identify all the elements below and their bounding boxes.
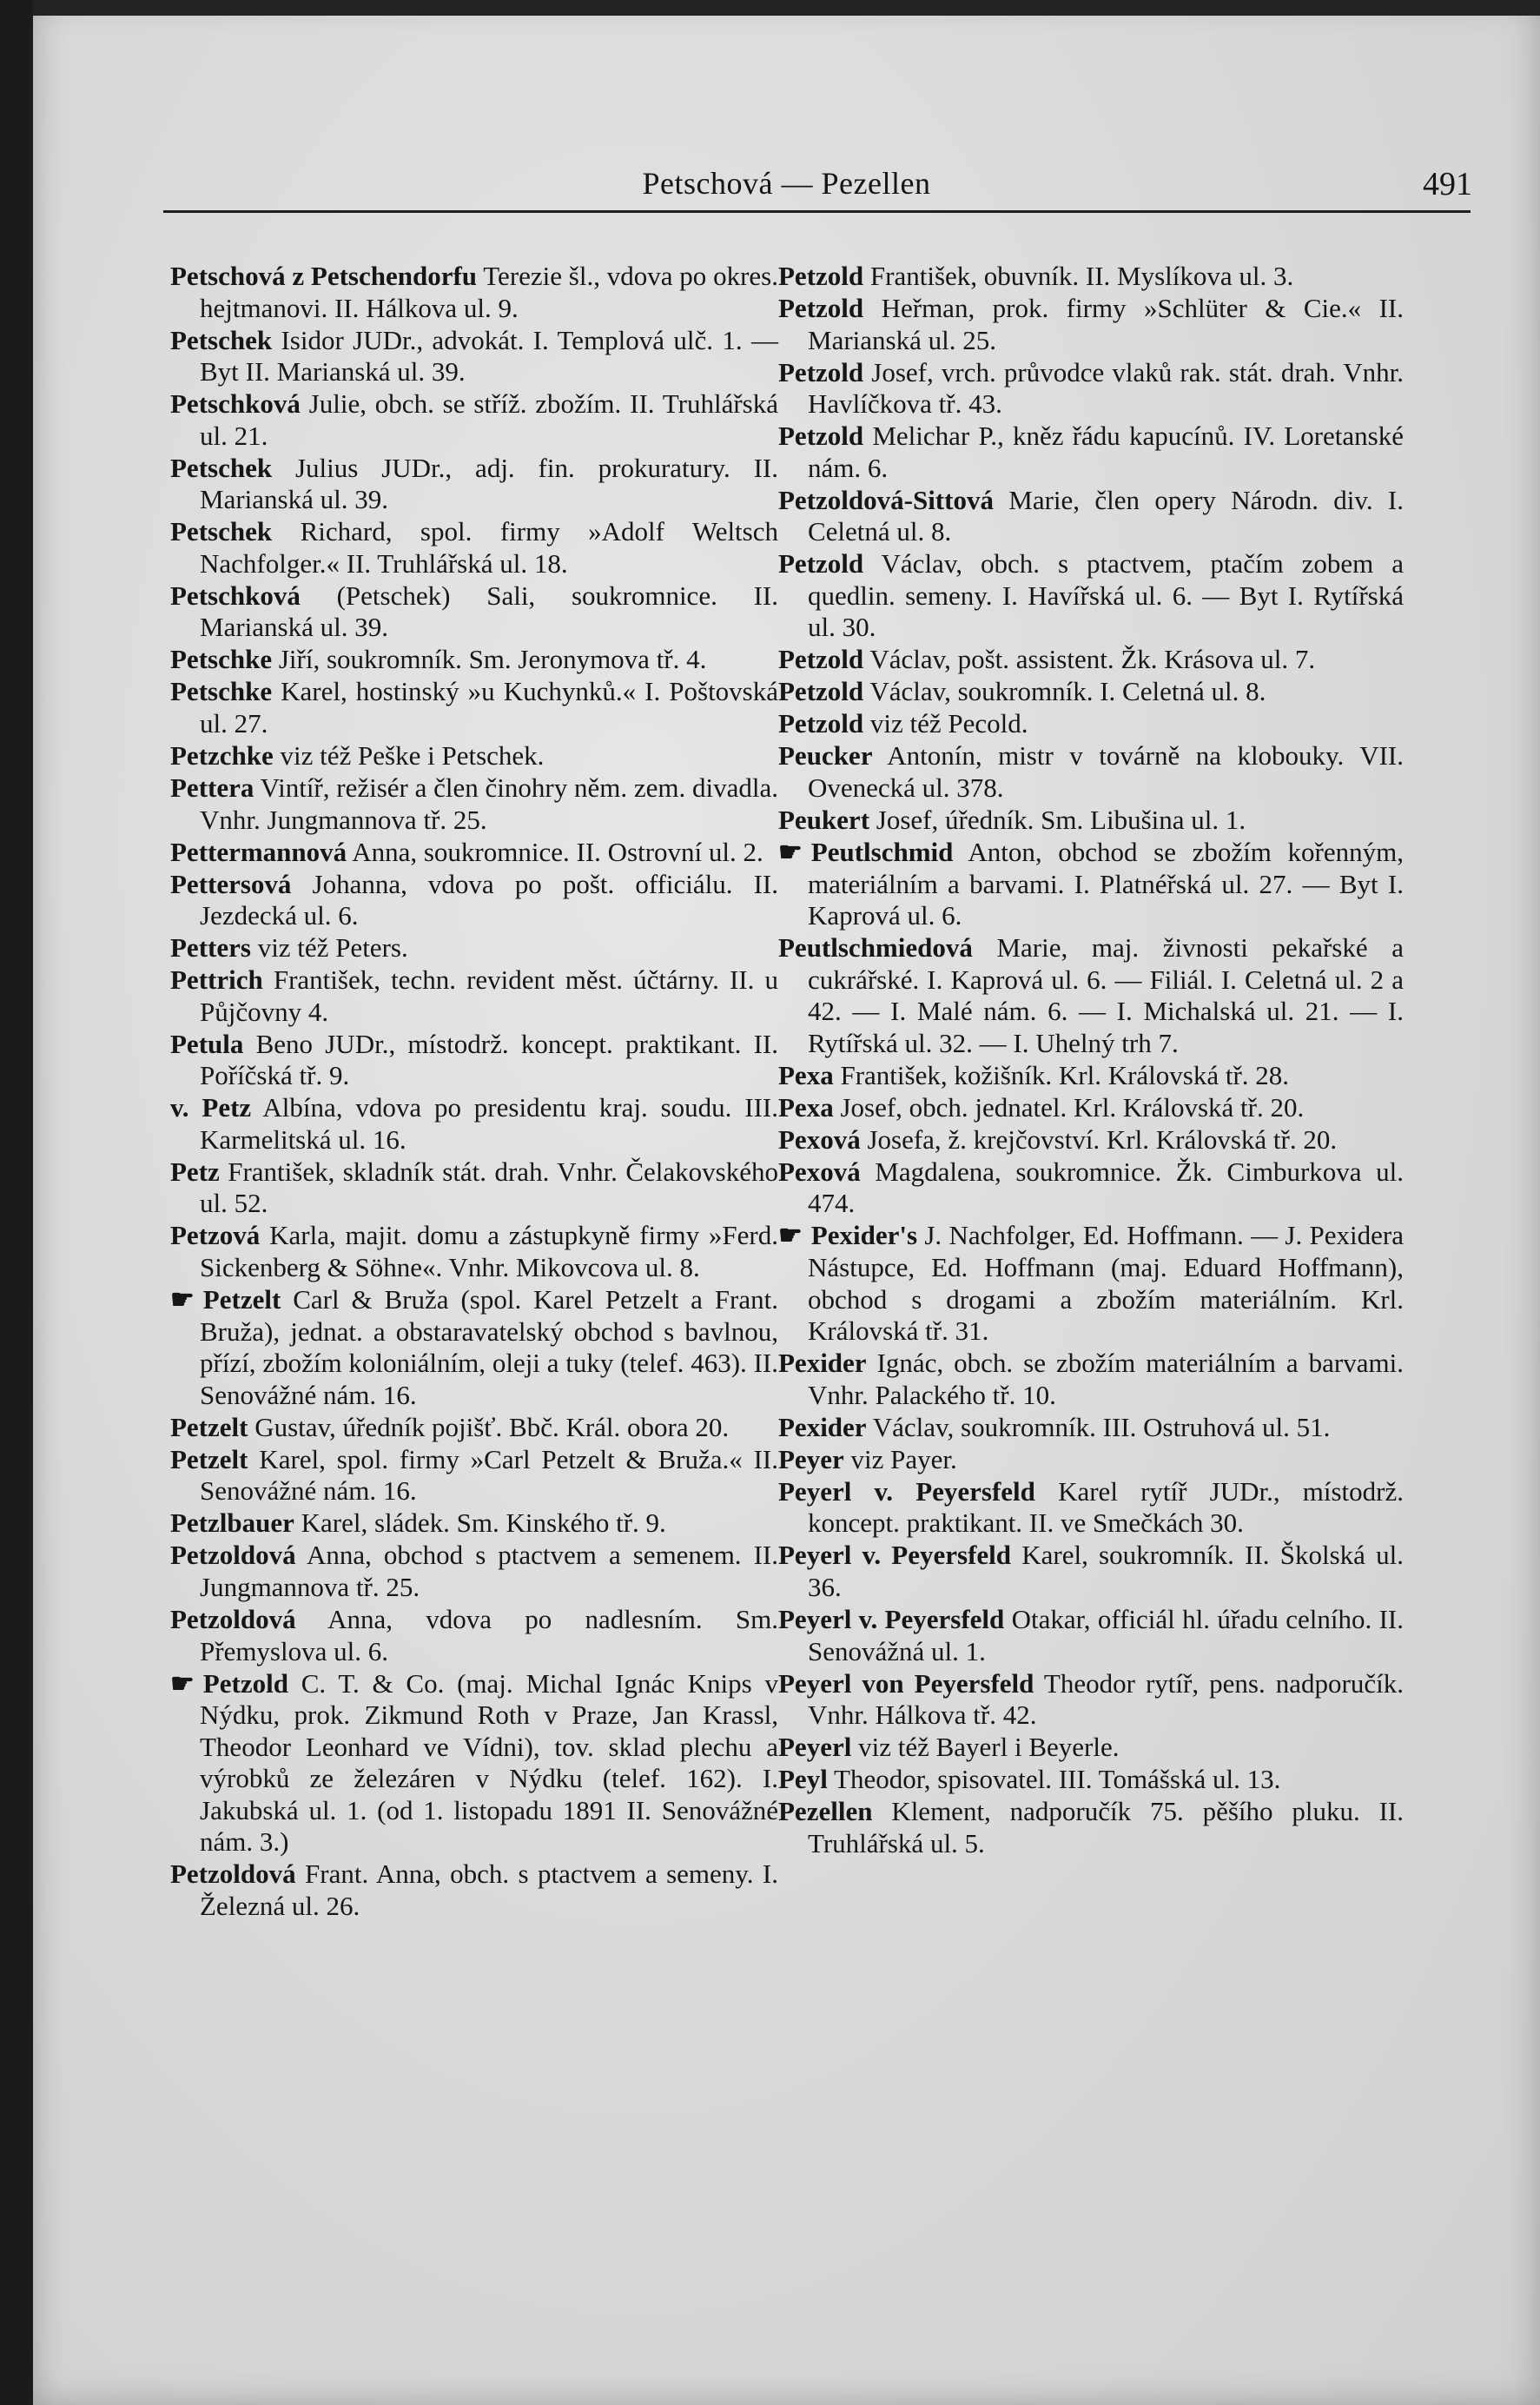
directory-page [33, 0, 1540, 2405]
entry-name: Pexider [778, 1348, 867, 1379]
directory-entry [170, 644, 778, 676]
entry-name: Pettersová [170, 868, 292, 899]
directory-entry [778, 932, 1404, 1059]
directory-entry [170, 1604, 778, 1667]
entry-details: Theodor rytíř, pens. nadporučík. Vnhr. Hálkova tř. 42. [808, 1667, 1405, 1731]
directory-entry [170, 1507, 778, 1540]
directory-entry [778, 837, 1404, 932]
entry-name: Petula [170, 1028, 244, 1059]
entry-name: Pexider [778, 1411, 867, 1442]
directory-entry [170, 1858, 778, 1922]
directory-entry [778, 708, 1404, 740]
entry-details: viz Payer. [843, 1443, 957, 1474]
entry-details: C. T. & Co. (maj. Michal Ignác Knips v Nýdku, prok. Zikmund Roth v Praze, Jan Krassl, Theodor Leonhard ve Vídni), tov. sklad plechu a výrobků ze železáren v Nýdku (telef. 162). I. Jakubská ul. 1. (od 1. listopadu 1891 II. Senovážné nám. 3.) [200, 1667, 778, 1858]
scan-top-edge [33, 0, 1540, 16]
entry-details: Carl & Bruža (spol. Karel Petzelt a Frant. Bruža), jednat. a obstaravatelský obchod s bavlnou, přízí, zbožím koloniálním, oleji a tuky (telef. 463). II. Senovážné nám. 16. [200, 1284, 778, 1410]
entry-details: Johanna, vdova po pošt. officiálu. II. Jezdecká ul. 6. [200, 868, 778, 931]
entry-details: Vintíř, režisér a člen činohry něm. zem. divadla. Vnhr. Jungmannova tř. 25. [200, 772, 778, 835]
entry-name: Petz [170, 1156, 220, 1187]
entry-name: Petschková [170, 388, 301, 420]
entry-details: Anna, vdova po nadlesním. Sm. Přemyslova ul. 6. [200, 1603, 778, 1666]
directory-entry [778, 293, 1404, 356]
directory-entry [778, 1348, 1404, 1411]
left-column [170, 261, 778, 2346]
directory-entry [778, 357, 1404, 421]
directory-entry [170, 1029, 778, 1092]
directory-entry [778, 261, 1404, 293]
directory-entry [778, 548, 1404, 644]
header-rule [163, 210, 1471, 213]
entry-details: Karel, soukromník. II. Školská ul. 36. [808, 1540, 1404, 1602]
directory-entry [778, 1540, 1404, 1603]
directory-entry [170, 516, 778, 580]
entry-details: Heřman, prok. firmy »Schlüter & Cie.« II. Marianská ul. 25. [808, 292, 1404, 355]
entry-details: Josef, obch. jednatel. Krl. Královská tř. 20. [833, 1091, 1305, 1123]
entry-name: Petschek [170, 516, 273, 547]
entry-name: Peyerl von Peyersfeld [778, 1667, 1034, 1699]
entry-details: Josef, úředník. Sm. Libušina ul. 1. [869, 805, 1246, 835]
entry-details: (Petschek) Sali, soukromnice. II. Marianská ul. 39. [200, 580, 778, 643]
entry-name: Petzold [778, 292, 864, 323]
entry-name: Petzold [778, 356, 864, 388]
directory-entry [170, 1220, 778, 1283]
directory-entry [170, 453, 778, 516]
directory-entry [170, 580, 778, 644]
entry-details: viz též Pecold. [863, 708, 1028, 739]
entry-details: Václav, soukromník. I. Celetná ul. 8. [863, 676, 1266, 707]
entry-details: František, techn. revident měst. účtárny. II. u Půjčovny 4. [200, 964, 778, 1027]
entry-details: Albína, vdova po presidentu kraj. soudu. III. Karmelitská ul. 16. [200, 1092, 778, 1155]
entry-details: Marie, člen opery Národn. div. I. Celetná ul. 8. [808, 484, 1404, 547]
entry-details: František, obuvník. II. Myslíkova ul. 3. [863, 261, 1294, 291]
entry-details: František, skladník stát. drah. Vnhr. Čelakovského ul. 52. [200, 1156, 778, 1219]
running-header: Petschová — Pezellen [642, 166, 931, 201]
directory-entry [778, 1412, 1404, 1444]
entry-name: Petzold [778, 644, 864, 675]
entry-details: Václav, obch. s ptactvem, ptačím zobem a quedlin. semeny. I. Havířská ul. 6. — Byt I. Rytířská ul. 30. [808, 548, 1404, 643]
right-column [778, 261, 1404, 2346]
pointing-hand-icon: ☛ [170, 1667, 195, 1699]
entry-name: Petzold [778, 708, 864, 739]
entry-name: Peyl [778, 1764, 828, 1795]
entry-name: Peyer [778, 1443, 844, 1474]
entry-name: Petzold [778, 421, 864, 452]
directory-entry [778, 1124, 1404, 1156]
entry-details: Karel, sládek. Sm. Kinského tř. 9. [294, 1507, 666, 1539]
entry-name: Peyerl v. Peyersfeld [778, 1540, 1012, 1571]
entry-name: v. Petz [170, 1092, 252, 1123]
entry-name: Peucker [778, 740, 873, 772]
pointing-hand-icon: ☛ [170, 1284, 195, 1315]
entry-name: Petschková [170, 580, 301, 611]
entry-name: Petschek [170, 452, 273, 483]
pointing-hand-icon: ☛ [778, 836, 803, 867]
entry-name: Peutlschmid [810, 836, 954, 867]
entry-details: Frant. Anna, obch. s ptactvem a semeny. I. Železná ul. 26. [200, 1858, 778, 1922]
directory-entry [778, 1060, 1404, 1092]
entry-details: Antonín, mistr v továrně na klobouky. VII. Ovenecká ul. 378. [808, 740, 1404, 804]
directory-entry [778, 644, 1404, 676]
directory-entry [778, 1220, 1404, 1347]
directory-entry [170, 1540, 778, 1603]
directory-entry [170, 1156, 778, 1220]
entry-name: Peyerl [778, 1732, 852, 1763]
entry-name: Peukert [778, 805, 870, 835]
entry-name: Pettrich [170, 964, 263, 996]
directory-entry [170, 261, 778, 324]
directory-entry [778, 1444, 1404, 1476]
pointing-hand-icon: ☛ [778, 1220, 803, 1251]
entry-name: Pezellen [778, 1796, 873, 1827]
directory-entry [170, 869, 778, 932]
directory-entry [778, 1156, 1404, 1220]
entry-name: Petschke [170, 644, 273, 675]
directory-entry [778, 1732, 1404, 1764]
entry-name: Petschová z Petschendorfu [170, 261, 478, 291]
directory-entry [170, 1092, 778, 1156]
entry-details: Jiří, soukromník. Sm. Jeronymova tř. 4. [272, 644, 707, 675]
entry-details: Josef, vrch. průvodce vlaků rak. stát. drah. Vnhr. Havlíčkova tř. 43. [808, 356, 1404, 420]
directory-entry [170, 1668, 778, 1859]
entry-details: Anna, obchod s ptactvem a semenem. II. Jungmannova tř. 25. [200, 1540, 778, 1602]
directory-entry [778, 740, 1404, 804]
entry-name: Pettera [170, 772, 254, 804]
entry-name: Pettermannová [170, 836, 347, 867]
entry-name: Petzchke [170, 740, 274, 772]
directory-entry [170, 837, 778, 869]
directory-entry [778, 1764, 1404, 1796]
directory-entry [170, 932, 778, 964]
directory-entry [170, 1412, 778, 1444]
entry-details: Václav, pošt. assistent. Žk. Krásova ul. 7. [863, 644, 1316, 675]
entry-details: viz též Bayerl i Beyerle. [851, 1732, 1120, 1763]
entry-details: Terezie šl., vdova po okres. hejtmanovi. II. Hálkova ul. 9. [200, 261, 778, 323]
entry-name: Pexa [778, 1091, 834, 1123]
entry-name: Petzelt [170, 1443, 248, 1474]
entry-details: Marie, maj. živnosti pekařské a cukrářské. I. Kaprová ul. 6. — Filiál. I. Celetná ul. 2 a 42. — I. Malé nám. 6. — I. Michalská ul. 21. — I. Rytířská ul. 32. — I. Uhelný trh 7. [808, 932, 1404, 1058]
directory-entry [778, 676, 1404, 708]
entry-details: viz též Peške i Petschek. [273, 740, 545, 772]
directory-entry [170, 740, 778, 772]
entry-name: Peutlschmiedová [778, 932, 973, 964]
entry-name: Petzold [778, 676, 864, 707]
entry-details: Beno JUDr., místodrž. koncept. praktikant. II. Poříčská tř. 9. [200, 1028, 778, 1091]
entry-name: Petschke [170, 676, 273, 707]
entry-details: Karel rytíř JUDr., místodrž. koncept. praktikant. II. ve Smečkách 30. [808, 1475, 1404, 1539]
entry-name: Pexová [778, 1156, 861, 1187]
entry-name: Petzoldová [170, 1603, 296, 1634]
entry-details: Isidor JUDr., advokát. I. Templová ulč. 1. — Byt II. Marianská ul. 39. [200, 324, 778, 388]
directory-entry [170, 676, 778, 739]
entry-details: J. Nachfolger, Ed. Hoffmann. — J. Pexidera Nástupce, Ed. Hoffmann (maj. Eduard Hoffmann), obchod s drogami a zbožím materiálním. Krl. Královská tř. 31. [808, 1220, 1404, 1347]
page-number: 491 [1423, 166, 1472, 202]
entry-name: Pexa [778, 1059, 834, 1090]
entry-name: Petzelt [170, 1411, 248, 1442]
entry-details: František, kožišník. Krl. Královská tř. 28. [833, 1059, 1290, 1090]
directory-entry [170, 964, 778, 1028]
directory-entry [170, 325, 778, 388]
entry-name: Petzoldová-Sittová [778, 484, 994, 515]
directory-entry [170, 1284, 778, 1411]
entry-details: Anton, obchod se zbožím kořenným, materiálním a barvami. I. Platnéřská ul. 27. — Byt I. Kaprová ul. 6. [808, 836, 1404, 931]
directory-entry [170, 1444, 778, 1507]
directory-entry [778, 805, 1404, 837]
entry-name: Pexová [778, 1123, 861, 1155]
entry-name: Petschek [170, 324, 273, 355]
entry-name: Petters [170, 932, 251, 964]
directory-entry [170, 772, 778, 836]
entry-name: Petzoldová [170, 1540, 296, 1571]
entry-details: Karel, hostinský »u Kuchynků.« I. Poštovská ul. 27. [200, 676, 778, 739]
entry-details: Karla, majit. domu a zástupkyně firmy »Ferd. Sickenberg & Söhne«. Vnhr. Mikovcova ul. 8. [200, 1220, 778, 1283]
entry-details: Karel, spol. firmy »Carl Petzelt & Bruža.« II. Senovážné nám. 16. [200, 1443, 778, 1507]
entry-details: Theodor, spisovatel. III. Tomášská ul. 13. [827, 1764, 1281, 1795]
entry-name: Petzold [778, 548, 864, 580]
directory-entry [778, 1092, 1404, 1124]
entry-details: Anna, soukromnice. II. Ostrovní ul. 2. [347, 836, 763, 867]
entry-name: Petzoldová [170, 1858, 296, 1890]
entry-name: Petzold [202, 1667, 288, 1699]
entry-details: Julius JUDr., adj. fin. prokuratury. II. Marianská ul. 39. [200, 452, 778, 515]
entry-details: Klement, nadporučík 75. pěšího pluku. II. Truhlářská ul. 5. [808, 1796, 1404, 1858]
entry-details: Josefa, ž. krejčovství. Krl. Královská tř. 20. [860, 1123, 1338, 1155]
entry-name: Peyerl v. Peyersfeld [778, 1603, 1005, 1634]
entry-name: Pexider's [810, 1220, 918, 1251]
entry-name: Peyerl v. Peyersfeld [778, 1475, 1035, 1507]
directory-entry [778, 421, 1404, 484]
entry-details: Magdalena, soukromnice. Žk. Cimburkova ul. 474. [808, 1156, 1404, 1219]
entry-details: Gustav, úředník pojišť. Bbč. Král. obora 20. [248, 1411, 730, 1442]
entry-details: Melichar P., kněz řádu kapucínů. IV. Loretanské nám. 6. [808, 421, 1404, 483]
entry-details: Richard, spol. firmy »Adolf Weltsch Nachfolger.« II. Truhlářská ul. 18. [200, 516, 778, 579]
entry-name: Petzold [778, 261, 864, 291]
directory-entry [778, 1476, 1404, 1540]
directory-entry [778, 1604, 1404, 1667]
directory-entry [778, 1796, 1404, 1859]
directory-entry [170, 388, 778, 452]
entry-name: Petzelt [202, 1284, 281, 1315]
entry-details: Václav, soukromník. III. Ostruhová ul. 51. [866, 1411, 1331, 1442]
directory-entry [778, 485, 1404, 548]
entry-details: Otakar, officiál hl. úřadu celního. II. Senovážná ul. 1. [808, 1603, 1404, 1666]
directory-entry [778, 1668, 1404, 1732]
entry-name: Petzlbauer [170, 1507, 294, 1539]
entry-details: viz též Peters. [250, 932, 408, 964]
entry-name: Petzová [170, 1220, 261, 1251]
entry-details: Ignác, obch. se zbožím materiálním a barvami. Vnhr. Palackého tř. 10. [808, 1348, 1404, 1410]
entry-details: Julie, obch. se stříž. zbožím. II. Truhlářská ul. 21. [200, 388, 778, 451]
